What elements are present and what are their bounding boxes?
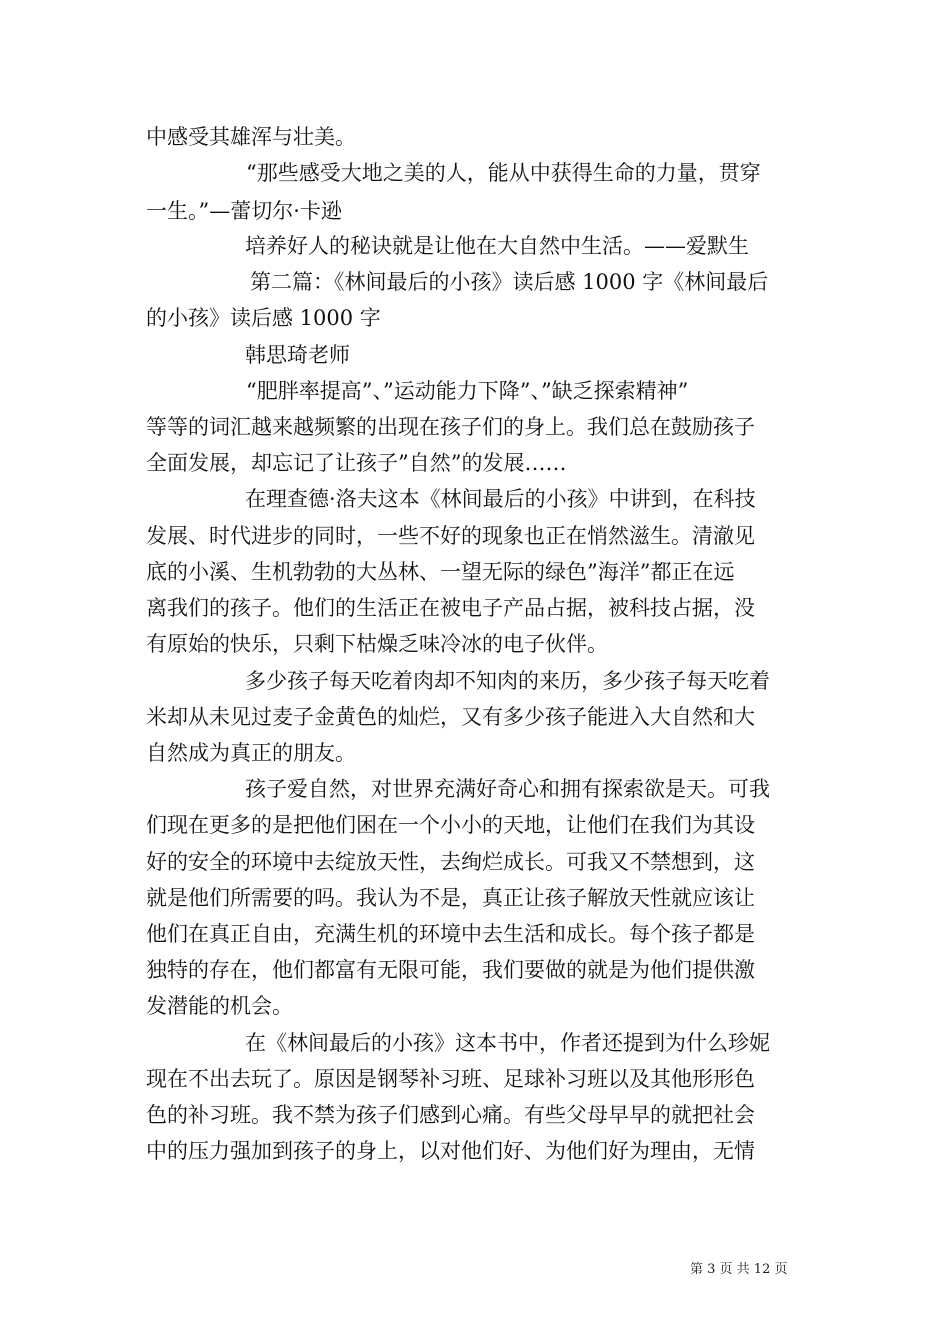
text-line-17: 米却从未见过麦子金黄色的灿烂，又有多少孩子能进入大自然和大 (146, 705, 755, 729)
text-line-8: “肥胖率提高”、”运动能力下降”、”缺乏探索精神” (246, 379, 689, 403)
text-line-14: 离我们的孩子。他们的生活正在被电子产品占据，被科技占据，没 (146, 596, 755, 620)
text-line-18: 自然成为真正的朋友。 (146, 741, 356, 765)
text-line-22: 就是他们所需要的吗。我认为不是，真正让孩子解放天性就应该让 (146, 886, 755, 910)
text-line-1: 中感受其雄浑与壮美。 (146, 125, 356, 149)
text-line-7: 韩思琦老师 (245, 343, 350, 367)
text-line-28: 色的补习班。我不禁为孩子们感到心痛。有些父母早早的就把社会 (146, 1103, 755, 1127)
text-line-27: 现在不出去玩了。原因是钢琴补习班、足球补习班以及其他形形色 (146, 1067, 755, 1091)
text-line-24: 独特的存在，他们都富有无限可能，我们要做的就是为他们提供激 (146, 958, 755, 982)
text-line-21: 好的安全的环境中去绽放天性，去绚烂成长。可我又不禁想到，这 (146, 850, 755, 874)
text-line-19: 孩子爱自然，对世界充满好奇心和拥有探索欲是天。可我 (245, 777, 770, 801)
text-line-11: 在理查德·洛夫这本《林间最后的小孩》中讲到，在科技 (245, 487, 756, 511)
text-line-15: 有原始的快乐，只剩下枯燥乏味冷冰的电子伙伴。 (146, 632, 608, 656)
text-line-23: 他们在真正自由，充满生机的环境中去生活和成长。每个孩子都是 (146, 922, 755, 946)
text-line-29: 中的压力强加到孩子的身上，以对他们好、为他们好为理由，无情 (146, 1139, 755, 1163)
text-line-6: 的小孩》读后感 1000 字 (146, 306, 381, 330)
text-line-3: 一生。”—蕾切尔·卡逊 (146, 199, 342, 223)
text-line-12: 发展、时代进步的同时，一些不好的现象也正在悄然滋生。清澈见 (146, 524, 755, 548)
text-line-9: 等等的词汇越来越频繁的出现在孩子们的身上。我们总在鼓励孩子 (146, 415, 755, 439)
page-number-footer: 第 3 页 共 12 页 (690, 1262, 788, 1277)
text-line-4: 培养好人的秘诀就是让他在大自然中生活。——爱默生 (245, 234, 749, 258)
text-line-20: 们现在更多的是把他们困在一个小小的天地，让他们在我们为其设 (146, 813, 755, 837)
text-line-5: 第二篇：《林间最后的小孩》读后感 1000 字《林间最后 (250, 270, 769, 294)
text-line-16: 多少孩子每天吃着肉却不知肉的来历，多少孩子每天吃着 (245, 669, 770, 693)
text-line-10: 全面发展，却忘记了让孩子”自然”的发展…… (146, 451, 567, 475)
text-line-26: 在《林间最后的小孩》这本书中，作者还提到为什么珍妮 (245, 1031, 770, 1055)
text-line-25: 发潜能的机会。 (146, 994, 293, 1018)
text-line-2: “那些感受大地之美的人，能从中获得生命的力量，贯穿 (246, 161, 761, 185)
text-line-13: 底的小溪、生机勃勃的大丛林、一望无际的绿色”海洋”都正在远 (146, 560, 735, 584)
